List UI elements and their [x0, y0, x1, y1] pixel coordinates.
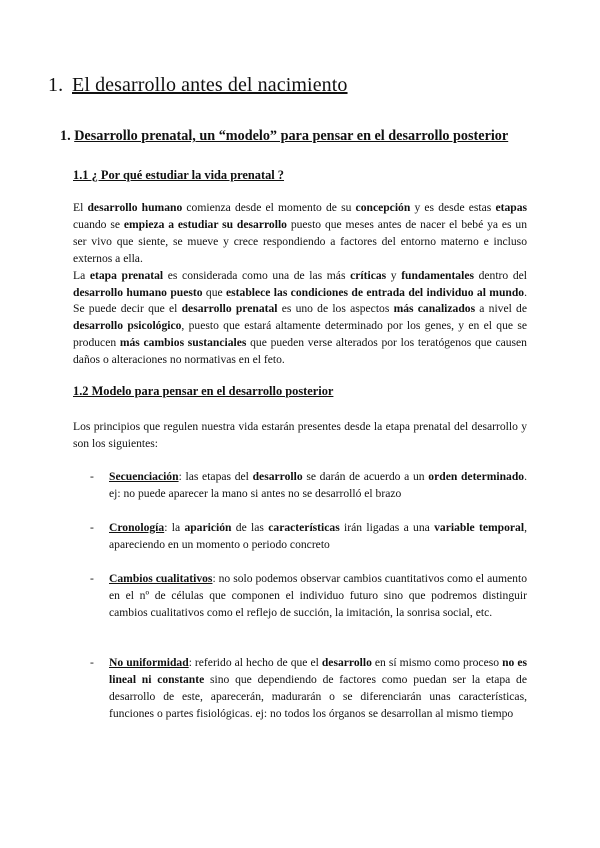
paragraph-1	[73, 200, 527, 268]
bold-text: variable temporal	[434, 521, 525, 534]
title-text: El desarrollo antes del nacimiento	[72, 74, 348, 96]
text: y es desde estas	[410, 201, 496, 214]
subsection-1-heading: 1.1 ¿ Por qué estudiar la vida prenatal ?	[73, 168, 285, 182]
text: . Se puede decir que el	[73, 285, 527, 316]
section-number: 1.	[60, 128, 71, 144]
text: que	[202, 285, 227, 299]
subsection-2-heading: 1.2 Modelo para pensar en el desarrollo posterior	[73, 384, 334, 398]
bold-text: desarrollo	[252, 470, 303, 483]
bold-text: desarrollo psicológico	[73, 319, 182, 333]
text: comienza desde el momento de su	[182, 201, 356, 214]
bold-text: aparición	[184, 521, 232, 534]
term: Cronología	[109, 521, 165, 534]
text: a nivel de	[475, 302, 527, 316]
text: La	[73, 268, 90, 282]
bold-text: fundamentales	[401, 268, 474, 282]
bold-text: concepción	[355, 201, 411, 214]
text: : la	[164, 521, 185, 534]
bold-text: características	[268, 521, 340, 534]
bold-text: más cambios sustanciales	[119, 336, 247, 350]
subsection-2-intro: Los principios que regulen nuestra vida estarán presentes desde la etapa prenatal del desarrollo y son los siguientes:	[73, 420, 527, 450]
text: puesto que meses antes de nacer el bebé ya es un ser vivo que siente, se mueve y crece respondiendo a factores del entorno materno e incluso externos a ella.	[73, 217, 527, 265]
bold-text: desarrollo humano puesto	[73, 285, 203, 299]
list-item-cambios-cualitativos	[90, 571, 527, 622]
text: , apareciendo en un momento o periodo concreto	[109, 521, 527, 551]
list-item-cronologia	[90, 520, 527, 554]
text: El	[73, 201, 88, 214]
bold-text: etapas	[495, 201, 528, 214]
list-dash: -	[90, 656, 94, 669]
text: : las etapas del	[178, 470, 253, 483]
text: sino que dependiendo de factores como puedan ser la etapa de desarrollo de este, aparecerán, madurarán o se diferenciarán unas características, funciones o partes fisiológicas. ej: no todos los órganos se desarrollan al mismo tiempo	[109, 672, 527, 720]
list-dash: -	[90, 521, 94, 534]
bold-text: desarrollo prenatal	[181, 302, 278, 316]
bold-text: desarrollo	[321, 656, 372, 669]
term: No uniformidad	[109, 656, 189, 669]
bold-text: empieza a estudiar su desarrollo	[123, 217, 287, 231]
bold-text: desarrollo humano	[87, 201, 183, 214]
text: : referido al hecho de que el	[188, 656, 322, 669]
list-item-secuenciacion	[90, 469, 527, 503]
text: . ej: no puede aparecer la mano si antes no se desarrolló el brazo	[109, 470, 528, 500]
title-number: 1.	[48, 74, 64, 96]
text: cuando se	[73, 217, 124, 231]
document-title	[48, 74, 348, 97]
bold-text: críticas	[350, 268, 387, 282]
text: y	[386, 268, 402, 282]
term: Secuenciación	[109, 470, 179, 483]
bold-text: establece las condiciones de entrada del individuo al mundo	[226, 285, 525, 299]
text: que pueden verse alterados por los teratógenos que causen daños o alteraciones no normativas en el feto.	[73, 336, 527, 367]
bold-text: más canalizados	[393, 302, 476, 316]
bold-text: etapa prenatal	[89, 268, 164, 282]
section-heading	[60, 128, 508, 145]
list-dash: -	[90, 470, 94, 483]
section-text: Desarrollo prenatal, un “modelo” para pensar en el desarrollo posterior	[74, 128, 509, 144]
text: es considerada como una de las más	[163, 268, 351, 282]
paragraph-2	[73, 268, 527, 369]
bold-text: orden determinado	[428, 470, 525, 483]
text: dentro del	[473, 268, 527, 282]
list-item-no-uniformidad	[90, 655, 527, 723]
text: , puesto que estará altamente determinado por los genes, y en el que se producen	[73, 319, 527, 350]
text: : no solo podemos observar cambios cuantitativos como el aumento en el nº de células que componen el individuo futuro sino que podremos distinguir cambios cualitativos como el reflejo de succión, la imitación, la sonrisa social, etc.	[109, 572, 527, 619]
text: es uno de los aspectos	[277, 302, 394, 316]
text: de las	[231, 521, 269, 534]
term: Cambios cualitativos	[109, 572, 213, 585]
text: irán ligadas a una	[339, 521, 435, 534]
bold-text: no es lineal ni constante	[109, 656, 527, 686]
list-dash: -	[90, 572, 94, 585]
text: en sí mismo como proceso	[371, 656, 503, 669]
subsection-1-body	[73, 200, 527, 369]
text: se darán de acuerdo a un	[302, 470, 429, 483]
